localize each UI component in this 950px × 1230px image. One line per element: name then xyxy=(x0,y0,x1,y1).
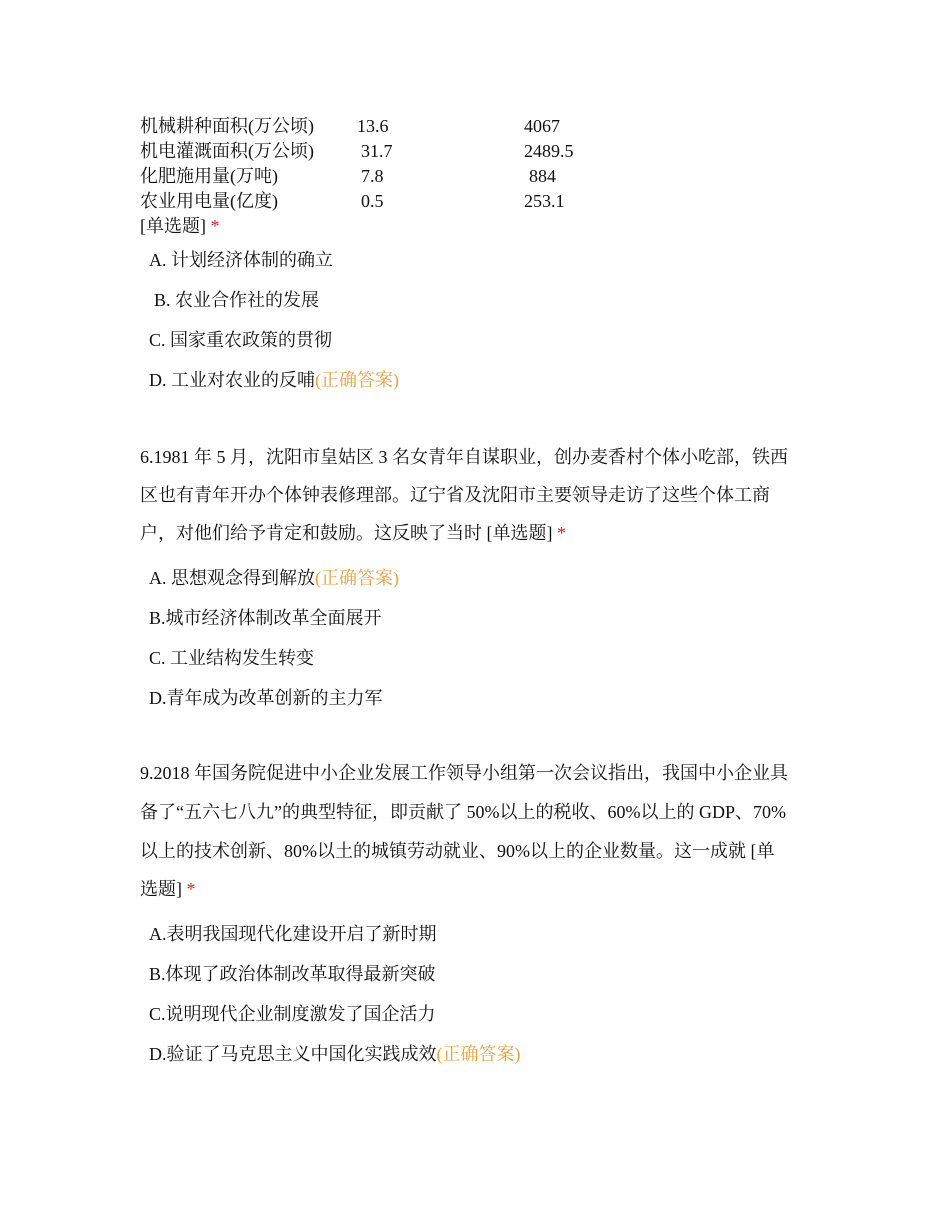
option-a[interactable]: A. 计划经济体制的确立 xyxy=(149,250,333,270)
question-text-line: 9.2018 年国务院促进中小企业发展工作领导小组第一次会议指出，我国中小企业具 xyxy=(140,763,788,783)
option-text: A. 思想观念得到解放 xyxy=(149,568,315,588)
question-text-line xyxy=(140,878,196,900)
table-item: 机械耕种面积(万公顷) xyxy=(140,116,314,136)
question-text-line xyxy=(140,522,566,544)
table-item: 农业用电量(亿度) xyxy=(140,191,278,211)
table-value-2: 253.1 xyxy=(524,191,565,211)
correct-answer-tag: (正确答案) xyxy=(315,568,399,588)
option-d[interactable]: D.青年成为改革创新的主力军 xyxy=(149,688,383,708)
required-mark: * xyxy=(557,523,566,543)
question-text-line: 6.1981 年 5 月，沈阳市皇姑区 3 名女青年自谋职业，创办麦香村个体小吃部，铁西 xyxy=(140,447,788,467)
required-mark: * xyxy=(210,216,220,236)
table-value-1: 13.6 xyxy=(357,116,389,136)
type-label: [单选题] xyxy=(140,216,206,236)
table-value-2: 2489.5 xyxy=(524,141,574,161)
correct-answer-tag: (正确答案) xyxy=(436,1044,521,1064)
question-text: 户，对他们给予肯定和鼓励。这反映了当时 [单选题] xyxy=(140,523,553,543)
required-mark: * xyxy=(186,879,196,899)
table-value-1: 7.8 xyxy=(361,166,384,186)
table-item: 机电灌溉面积(万公顷) xyxy=(140,141,314,161)
option-d[interactable] xyxy=(149,1043,521,1065)
table-value-1: 31.7 xyxy=(361,141,393,161)
table-value-1: 0.5 xyxy=(361,191,384,211)
option-a[interactable]: A.表明我国现代化建设开启了新时期 xyxy=(149,924,437,944)
correct-answer-tag: (正确答案) xyxy=(315,370,399,390)
table-value-2: 4067 xyxy=(524,116,560,136)
option-d[interactable] xyxy=(149,369,399,391)
question-text-line: 区也有青年开办个体钟表修理部。辽宁省及沈阳市主要领导走访了这些个体工商 xyxy=(140,485,770,505)
option-b[interactable]: B.体现了政治体制改革取得最新突破 xyxy=(149,964,436,984)
option-text: D.验证了马克思主义中国化实践成效 xyxy=(149,1044,437,1064)
option-a[interactable] xyxy=(149,567,399,589)
option-b[interactable]: B.城市经济体制改革全面展开 xyxy=(149,608,382,628)
option-c[interactable]: C. 工业结构发生转变 xyxy=(149,648,315,668)
question-text: 选题] xyxy=(140,879,182,899)
question-text-line: 以上的技术创新、80%以土的城镇劳动就业、90%以上的企业数量。这一成就 [单 xyxy=(140,841,775,861)
option-text: D. 工业对农业的反哺 xyxy=(149,370,315,390)
table-item: 化肥施用量(万吨) xyxy=(140,166,278,186)
question-text-line: 备了“五六七八九”的典型特征，即贡献了 50%以上的税收、60%以上的 GDP、70% xyxy=(140,802,786,822)
question-type xyxy=(140,215,220,237)
table-value-2: 884 xyxy=(529,166,556,186)
option-c[interactable]: C. 国家重农政策的贯彻 xyxy=(149,330,333,350)
option-c[interactable]: C.说明现代企业制度激发了国企活力 xyxy=(149,1004,436,1024)
option-b[interactable]: B. 农业合作社的发展 xyxy=(154,290,320,310)
